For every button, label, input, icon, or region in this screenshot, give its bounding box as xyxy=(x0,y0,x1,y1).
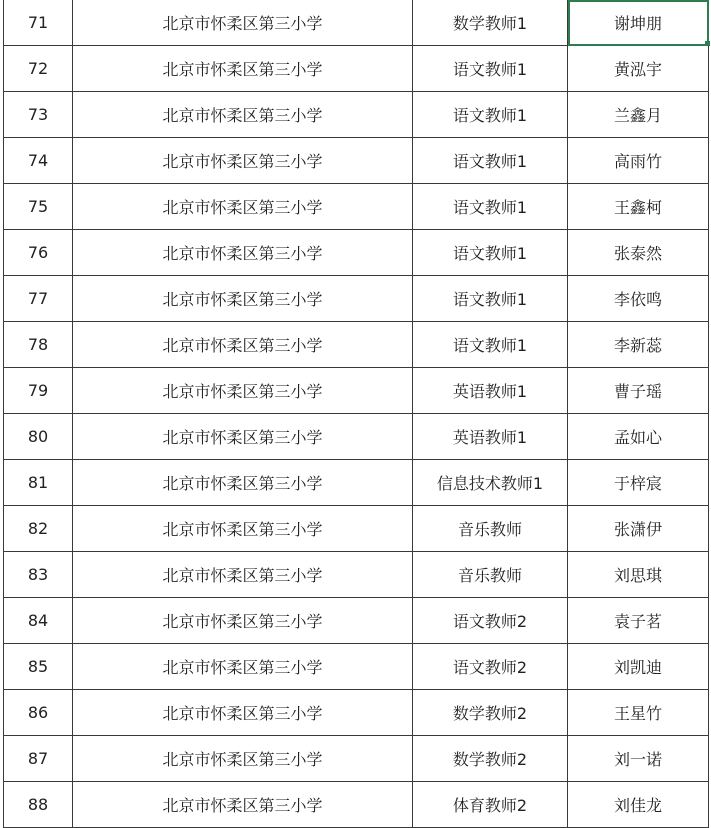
table-row xyxy=(4,736,709,782)
table-row xyxy=(4,690,709,736)
cell-name[interactable]: 张泰然 xyxy=(568,230,709,276)
cell-index[interactable]: 87 xyxy=(4,736,73,782)
cell-index[interactable]: 77 xyxy=(4,276,73,322)
cell-index[interactable]: 71 xyxy=(4,0,73,46)
cell-name[interactable]: 李依鸣 xyxy=(568,276,709,322)
cell-position[interactable]: 音乐教师 xyxy=(413,552,568,598)
cell-name[interactable]: 高雨竹 xyxy=(568,138,709,184)
cell-school[interactable]: 北京市怀柔区第三小学 xyxy=(73,460,413,506)
cell-name[interactable]: 袁子茗 xyxy=(568,598,709,644)
cell-position[interactable]: 语文教师1 xyxy=(413,276,568,322)
cell-school[interactable]: 北京市怀柔区第三小学 xyxy=(73,368,413,414)
table-row xyxy=(4,184,709,230)
cell-index[interactable]: 86 xyxy=(4,690,73,736)
cell-index[interactable]: 88 xyxy=(4,782,73,828)
table-row xyxy=(4,138,709,184)
cell-index[interactable]: 82 xyxy=(4,506,73,552)
cell-index[interactable]: 75 xyxy=(4,184,73,230)
table-row xyxy=(4,782,709,828)
cell-name[interactable]: 刘思琪 xyxy=(568,552,709,598)
cell-position[interactable]: 语文教师2 xyxy=(413,598,568,644)
cell-position[interactable]: 语文教师2 xyxy=(413,644,568,690)
cell-school[interactable]: 北京市怀柔区第三小学 xyxy=(73,184,413,230)
spreadsheet-grid xyxy=(3,0,709,828)
table-row xyxy=(4,644,709,690)
cell-position[interactable]: 语文教师1 xyxy=(413,184,568,230)
cell-school[interactable]: 北京市怀柔区第三小学 xyxy=(73,736,413,782)
cell-index[interactable]: 80 xyxy=(4,414,73,460)
cell-school[interactable]: 北京市怀柔区第三小学 xyxy=(73,92,413,138)
table-row xyxy=(4,322,709,368)
cell-name[interactable]: 刘佳龙 xyxy=(568,782,709,828)
table-row xyxy=(4,276,709,322)
cell-position[interactable]: 英语教师1 xyxy=(413,414,568,460)
cell-name[interactable]: 李新蕊 xyxy=(568,322,709,368)
table-row xyxy=(4,46,709,92)
table-row xyxy=(4,368,709,414)
cell-position[interactable]: 音乐教师 xyxy=(413,506,568,552)
cell-school[interactable]: 北京市怀柔区第三小学 xyxy=(73,0,413,46)
cell-name[interactable]: 刘凯迪 xyxy=(568,644,709,690)
cell-index[interactable]: 74 xyxy=(4,138,73,184)
cell-school[interactable]: 北京市怀柔区第三小学 xyxy=(73,644,413,690)
cell-school[interactable]: 北京市怀柔区第三小学 xyxy=(73,782,413,828)
cell-position[interactable]: 语文教师1 xyxy=(413,92,568,138)
cell-school[interactable]: 北京市怀柔区第三小学 xyxy=(73,414,413,460)
table-row xyxy=(4,414,709,460)
cell-name[interactable]: 王鑫柯 xyxy=(568,184,709,230)
table-row xyxy=(4,230,709,276)
cell-index[interactable]: 83 xyxy=(4,552,73,598)
table-row xyxy=(4,92,709,138)
cell-position[interactable]: 体育教师2 xyxy=(413,782,568,828)
cell-name[interactable]: 兰鑫月 xyxy=(568,92,709,138)
cell-index[interactable]: 72 xyxy=(4,46,73,92)
cell-name[interactable]: 曹子瑶 xyxy=(568,368,709,414)
cell-position[interactable]: 数学教师2 xyxy=(413,690,568,736)
cell-school[interactable]: 北京市怀柔区第三小学 xyxy=(73,138,413,184)
sheet-body xyxy=(4,0,709,828)
cell-school[interactable]: 北京市怀柔区第三小学 xyxy=(73,276,413,322)
cell-name[interactable]: 于梓宸 xyxy=(568,460,709,506)
table-row xyxy=(4,460,709,506)
cell-position[interactable]: 语文教师1 xyxy=(413,322,568,368)
table-row xyxy=(4,598,709,644)
cell-school[interactable]: 北京市怀柔区第三小学 xyxy=(73,506,413,552)
table-row xyxy=(4,506,709,552)
cell-position[interactable]: 语文教师1 xyxy=(413,46,568,92)
cell-position[interactable]: 语文教师1 xyxy=(413,138,568,184)
cell-school[interactable]: 北京市怀柔区第三小学 xyxy=(73,230,413,276)
cell-school[interactable]: 北京市怀柔区第三小学 xyxy=(73,322,413,368)
cell-school[interactable]: 北京市怀柔区第三小学 xyxy=(73,46,413,92)
cell-name[interactable]: 张潇伊 xyxy=(568,506,709,552)
cell-index[interactable]: 76 xyxy=(4,230,73,276)
cell-name[interactable]: 孟如心 xyxy=(568,414,709,460)
cell-index[interactable]: 78 xyxy=(4,322,73,368)
table-row xyxy=(4,0,709,46)
cell-position[interactable]: 数学教师2 xyxy=(413,736,568,782)
cell-index[interactable]: 81 xyxy=(4,460,73,506)
cell-position[interactable]: 英语教师1 xyxy=(413,368,568,414)
cell-index[interactable]: 79 xyxy=(4,368,73,414)
cell-index[interactable]: 84 xyxy=(4,598,73,644)
cell-school[interactable]: 北京市怀柔区第三小学 xyxy=(73,598,413,644)
cell-position[interactable]: 语文教师1 xyxy=(413,230,568,276)
cell-index[interactable]: 85 xyxy=(4,644,73,690)
cell-school[interactable]: 北京市怀柔区第三小学 xyxy=(73,552,413,598)
selection-fill-handle[interactable] xyxy=(705,41,710,46)
cell-name[interactable]: 黄泓宇 xyxy=(568,46,709,92)
cell-name[interactable]: 刘一诺 xyxy=(568,736,709,782)
cell-position[interactable]: 数学教师1 xyxy=(413,0,568,46)
cell-position[interactable]: 信息技术教师1 xyxy=(413,460,568,506)
table-row xyxy=(4,552,709,598)
cell-index[interactable]: 73 xyxy=(4,92,73,138)
cell-name[interactable]: 谢坤朋 xyxy=(568,0,709,46)
cell-name[interactable]: 王星竹 xyxy=(568,690,709,736)
cell-school[interactable]: 北京市怀柔区第三小学 xyxy=(73,690,413,736)
